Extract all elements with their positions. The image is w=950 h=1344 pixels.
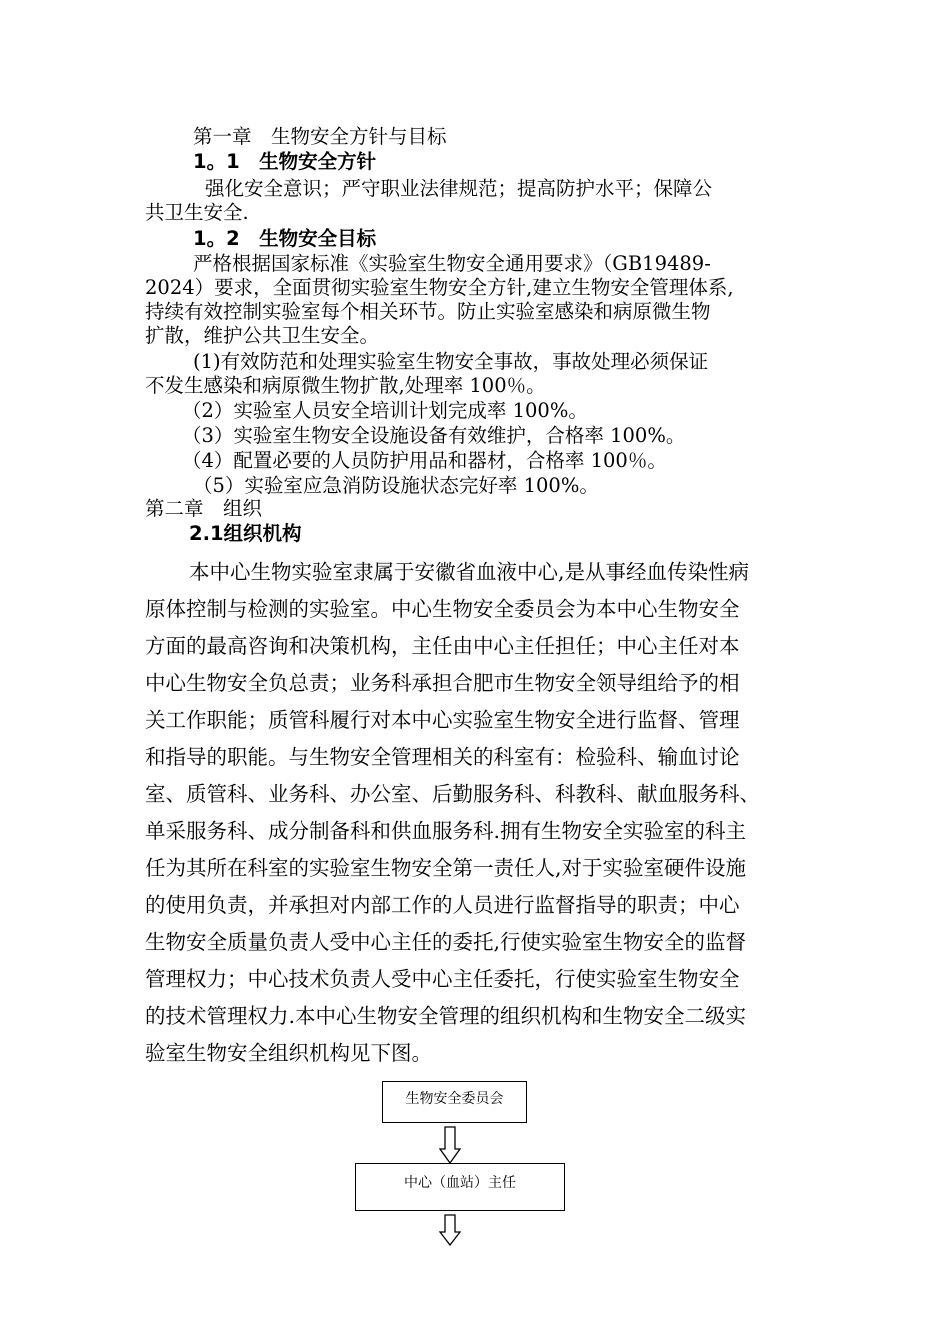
org-box-biosafety-committee-label: 生物安全委员会 xyxy=(405,1091,504,1107)
goal-1-line-1: (1)有效防范和处理实验室生物安全事故，事故处理必须保证 xyxy=(193,350,709,373)
paragraph-line-8: 单采服务科、成分制备科和供血服务科.拥有生物安全实验室的科主 xyxy=(145,819,747,843)
goal-3: （3）实验室生物安全设施设备有效维护，合格率 100%。 xyxy=(182,424,686,447)
section-1-1-heading: 1。1 生物安全方针 xyxy=(193,150,377,173)
chapter2-title: 第二章 组织 xyxy=(145,497,263,520)
s2-text-line-1: 严格根据国家标准《实验室生物安全通用要求》（GB19489- xyxy=(193,252,711,275)
paragraph-line-2: 原体控制与检测的实验室。中心生物安全委员会为本中心生物安全 xyxy=(145,597,740,621)
paragraph-line-13: 的技术管理权力.本中心生物安全管理的组织机构和生物安全二级实 xyxy=(145,1004,747,1028)
paragraph-line-11: 生物安全质量负责人受中心主任的委托,行使实验室生物安全的监督 xyxy=(145,930,747,954)
goal-2: （2）实验室人员安全培训计划完成率 100%。 xyxy=(182,399,588,422)
goal-1-line-2: 不发生感染和病原微生物扩散,处理率 100％。 xyxy=(145,374,546,397)
org-box-biosafety-committee xyxy=(382,1081,527,1123)
down-arrow-icon xyxy=(439,1214,461,1246)
paragraph-line-9: 任为其所在科室的实验室生物安全第一责任人,对于实验室硬件设施 xyxy=(145,856,747,880)
paragraph-line-14: 验室生物安全组织机构见下图。 xyxy=(145,1041,432,1065)
goal-5: （5）实验室应急消防设施状态完好率 100%。 xyxy=(193,474,599,497)
paragraph-line-7: 室、质管科、业务科、办公室、后勤服务科、科教科、献血服务科、 xyxy=(145,782,760,806)
paragraph-line-4: 中心生物安全负总责；业务科承担合肥市生物安全领导组给予的相 xyxy=(145,671,740,695)
section-2-1-heading: 2.1组织机构 xyxy=(189,522,302,545)
paragraph-line-3: 方面的最高咨询和决策机构，主任由中心主任担任；中心主任对本 xyxy=(145,634,740,658)
s2-text-line-4: 扩散，维护公共卫生安全。 xyxy=(145,324,380,347)
org-box-center-director-label: 中心（血站）主任 xyxy=(404,1175,516,1191)
paragraph-line-6: 和指导的职能。与生物安全管理相关的科室有：检验科、输血讨论 xyxy=(145,745,740,769)
s2-text-line-3: 持续有效控制实验室每个相关环节。防止实验室感染和病原微生物 xyxy=(145,300,711,323)
goal-4: （4）配置必要的人员防护用品和器材，合格率 100％。 xyxy=(182,449,667,472)
s1-text-line-2: 共卫生安全. xyxy=(145,201,249,224)
paragraph-line-5: 关工作职能；质管科履行对本中心实验室生物安全进行监督、管理 xyxy=(145,708,740,732)
down-arrow-icon xyxy=(439,1126,461,1164)
paragraph-line-1: 本中心生物实验室隶属于安徽省血液中心,是从事经血传染性病 xyxy=(189,560,750,584)
section-1-2-heading: 1。2 生物安全目标 xyxy=(193,227,377,250)
s2-text-line-2: 2024）要求，全面贯彻实验室生物安全方针,建立生物安全管理体系, xyxy=(145,276,734,299)
paragraph-line-12: 管理权力；中心技术负责人受中心主任委托，行使实验室生物安全 xyxy=(145,967,740,991)
s1-text-line-1: 强化安全意识；严守职业法律规范；提高防护水平；保障公 xyxy=(205,177,713,200)
chapter1-title: 第一章 生物安全方针与目标 xyxy=(193,125,447,148)
org-box-center-director xyxy=(355,1163,565,1211)
paragraph-line-10: 的使用负责，并承担对内部工作的人员进行监督指导的职责；中心 xyxy=(145,893,740,917)
